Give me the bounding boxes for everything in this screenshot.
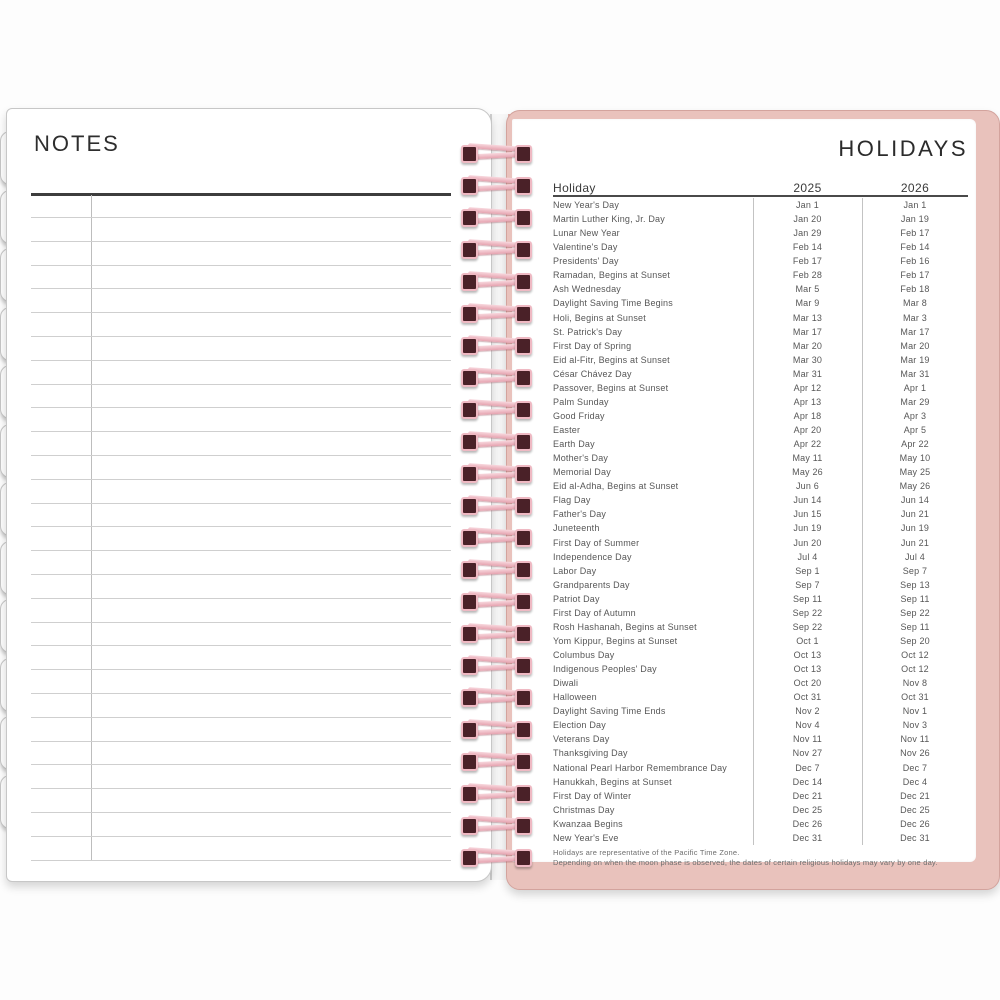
holiday-name: St. Patrick's Day xyxy=(553,326,623,337)
holiday-date-2026: Jun 14 xyxy=(900,495,930,506)
holiday-name: Daylight Saving Time Begins xyxy=(553,298,673,309)
footnote-line-2: Depending on when the moon phase is observed, the dates of certain religious holidays may vary by one day. xyxy=(553,857,938,867)
holiday-date-2025: Oct 20 xyxy=(793,678,822,689)
ruled-line xyxy=(31,431,451,432)
table-row xyxy=(553,353,968,367)
table-row xyxy=(553,437,968,451)
holiday-date-2025: Oct 1 xyxy=(796,635,819,646)
column-header-2026: 2026 xyxy=(900,181,930,195)
holiday-date-2025: Jun 14 xyxy=(793,495,822,506)
holiday-date-2025: Apr 20 xyxy=(793,425,822,436)
holidays-table-header xyxy=(553,177,968,195)
coil-end xyxy=(515,625,532,643)
ruled-line xyxy=(31,455,451,456)
table-row xyxy=(553,761,968,775)
coil-end xyxy=(515,273,532,291)
spiral-coil xyxy=(461,653,532,676)
table-row xyxy=(553,325,968,339)
holiday-date-2026: May 25 xyxy=(899,467,931,478)
table-row xyxy=(553,550,968,564)
spiral-coil xyxy=(461,589,532,612)
table-row xyxy=(553,367,968,381)
coil-end xyxy=(461,305,478,323)
coil-end xyxy=(461,657,478,675)
holiday-date-2025: Dec 14 xyxy=(792,776,823,787)
holiday-date-2026: Feb 17 xyxy=(900,228,930,239)
ruled-line xyxy=(31,764,451,765)
table-header-rule xyxy=(553,195,968,197)
holiday-date-2025: Dec 31 xyxy=(792,832,823,843)
column-header-2025: 2025 xyxy=(793,181,822,195)
spiral-coil xyxy=(461,557,532,580)
holidays-page xyxy=(512,119,976,867)
ruled-line xyxy=(31,574,451,575)
holiday-date-2026: Jun 21 xyxy=(900,509,930,520)
holiday-date-2026: Sep 22 xyxy=(900,607,930,618)
table-row xyxy=(553,662,968,676)
coil-end xyxy=(461,689,478,707)
holiday-date-2026: Mar 29 xyxy=(900,396,930,407)
holiday-date-2026: May 10 xyxy=(899,453,931,464)
table-row xyxy=(553,690,968,704)
table-row xyxy=(553,212,968,226)
holiday-date-2025: Nov 27 xyxy=(792,748,823,759)
table-row xyxy=(553,746,968,760)
holiday-name: Father's Day xyxy=(553,509,607,520)
table-row xyxy=(553,507,968,521)
holiday-name: Good Friday xyxy=(553,410,605,421)
coil-end xyxy=(461,145,478,163)
holidays-page-title: HOLIDAYS xyxy=(838,136,968,161)
ruled-line xyxy=(31,622,451,623)
table-row xyxy=(553,732,968,746)
spiral-coil xyxy=(461,269,532,292)
holiday-date-2026: Sep 11 xyxy=(900,593,930,604)
holiday-name: Veterans Day xyxy=(553,734,610,745)
spiral-coil xyxy=(461,813,532,836)
holiday-name: Memorial Day xyxy=(553,467,611,478)
coil-end xyxy=(461,209,478,227)
table-row xyxy=(553,789,968,803)
holiday-date-2025: Mar 20 xyxy=(792,340,823,351)
holiday-date-2026: Jan 1 xyxy=(903,200,927,211)
holiday-date-2025: Dec 7 xyxy=(795,762,820,773)
holiday-date-2026: Mar 20 xyxy=(900,340,930,351)
holiday-date-2025: Sep 22 xyxy=(792,607,823,618)
coil-end xyxy=(461,753,478,771)
table-row xyxy=(553,226,968,240)
holiday-name: Christmas Day xyxy=(553,804,615,815)
coil-end xyxy=(515,785,532,803)
table-row xyxy=(553,381,968,395)
holiday-date-2026: Dec 4 xyxy=(902,776,928,787)
ruled-line xyxy=(31,526,451,527)
holiday-date-2025: Mar 9 xyxy=(795,298,820,309)
holiday-date-2025: Jun 15 xyxy=(793,509,822,520)
holiday-date-2025: Mar 30 xyxy=(792,354,823,365)
table-row xyxy=(553,817,968,831)
spiral-coil xyxy=(461,621,532,644)
ruled-line xyxy=(31,503,451,504)
ruled-line xyxy=(31,550,451,551)
coil-end xyxy=(515,145,532,163)
table-row xyxy=(553,268,968,282)
holiday-name: Palm Sunday xyxy=(553,396,609,407)
holiday-name: First Day of Winter xyxy=(553,790,632,801)
holiday-date-2026: Oct 12 xyxy=(901,650,929,661)
coil-end xyxy=(515,593,532,611)
coil-end xyxy=(461,401,478,419)
spiral-coil xyxy=(461,205,532,228)
holiday-name: First Day of Summer xyxy=(553,537,640,548)
holiday-date-2025: Jan 1 xyxy=(795,200,820,211)
holiday-date-2026: Jun 19 xyxy=(900,523,930,534)
holiday-date-2026: Apr 1 xyxy=(903,382,927,393)
holiday-date-2025: May 26 xyxy=(792,467,823,478)
holiday-name: Juneteenth xyxy=(553,523,600,534)
table-row xyxy=(553,521,968,535)
holiday-date-2026: Mar 3 xyxy=(902,312,927,323)
table-row xyxy=(553,311,968,325)
ruled-line xyxy=(31,669,451,670)
holiday-date-2026: Jun 21 xyxy=(900,537,930,548)
holiday-date-2025: Apr 13 xyxy=(793,396,822,407)
holiday-name: New Year's Day xyxy=(553,200,620,211)
coil-end xyxy=(515,817,532,835)
holiday-date-2025: Jun 20 xyxy=(793,537,822,548)
holiday-name: Lunar New Year xyxy=(553,228,620,239)
holiday-name: Eid al-Adha, Begins at Sunset xyxy=(553,481,679,492)
holiday-name: César Chávez Day xyxy=(553,368,632,379)
table-row xyxy=(553,775,968,789)
ruled-line xyxy=(31,717,451,718)
holiday-name: Ramadan, Begins at Sunset xyxy=(553,270,671,281)
holiday-name: Mother's Day xyxy=(553,453,609,464)
table-row xyxy=(553,296,968,310)
holiday-date-2025: Apr 22 xyxy=(793,439,822,450)
coil-end xyxy=(515,721,532,739)
coil-end xyxy=(515,241,532,259)
holiday-date-2026: Feb 18 xyxy=(900,284,930,295)
holiday-name: Thanksgiving Day xyxy=(553,748,628,759)
holiday-date-2026: Nov 1 xyxy=(902,706,928,717)
holiday-name: Yom Kippur, Begins at Sunset xyxy=(553,635,678,646)
ruled-line xyxy=(31,836,451,837)
table-row xyxy=(553,240,968,254)
spiral-coil xyxy=(461,685,532,708)
table-row xyxy=(553,493,968,507)
holiday-name: Martin Luther King, Jr. Day xyxy=(553,214,665,225)
holiday-date-2025: Apr 12 xyxy=(793,382,822,393)
ruled-line xyxy=(31,360,451,361)
coil-end xyxy=(515,465,532,483)
holiday-name: New Year's Eve xyxy=(553,832,619,843)
ruled-line xyxy=(31,598,451,599)
coil-end xyxy=(515,337,532,355)
coil-end xyxy=(515,753,532,771)
holiday-date-2026: May 26 xyxy=(899,481,931,492)
holiday-date-2026: Feb 14 xyxy=(900,242,930,253)
holiday-name: Kwanzaa Begins xyxy=(553,818,623,829)
holiday-date-2026: Feb 17 xyxy=(900,270,930,281)
holiday-name: Diwali xyxy=(553,678,579,689)
holiday-date-2026: Dec 25 xyxy=(900,804,930,815)
holiday-name: National Pearl Harbor Remembrance Day xyxy=(553,762,727,773)
holiday-date-2025: May 11 xyxy=(792,453,823,464)
holiday-date-2025: Sep 7 xyxy=(795,579,820,590)
holiday-date-2026: Mar 17 xyxy=(900,326,930,337)
ruled-line xyxy=(31,336,451,337)
table-row xyxy=(553,282,968,296)
holiday-date-2025: Oct 31 xyxy=(793,692,822,703)
holiday-date-2025: Dec 21 xyxy=(792,790,823,801)
notes-page-title: NOTES xyxy=(34,131,120,156)
holiday-date-2025: Dec 25 xyxy=(792,804,823,815)
spiral-coil xyxy=(461,365,532,388)
holiday-date-2025: Feb 28 xyxy=(792,270,823,281)
coil-end xyxy=(515,849,532,867)
ruled-line xyxy=(31,288,451,289)
ruled-line xyxy=(31,407,451,408)
spiral-coil xyxy=(461,237,532,260)
holiday-name: Ash Wednesday xyxy=(553,284,621,295)
table-row xyxy=(553,198,968,212)
holiday-date-2026: Feb 16 xyxy=(900,256,930,267)
coil-end xyxy=(461,721,478,739)
holidays-table-body xyxy=(553,198,968,845)
holiday-name: Valentine's Day xyxy=(553,242,618,253)
holiday-name: Grandparents Day xyxy=(553,579,630,590)
coil-end xyxy=(461,529,478,547)
holiday-date-2025: Oct 13 xyxy=(793,664,822,675)
table-row xyxy=(553,620,968,634)
holiday-date-2026: Mar 8 xyxy=(902,298,927,309)
table-row xyxy=(553,423,968,437)
holiday-date-2026: Apr 5 xyxy=(903,425,927,436)
holiday-date-2026: Nov 11 xyxy=(900,734,930,745)
holiday-name: Earth Day xyxy=(553,439,595,450)
coil-end xyxy=(515,529,532,547)
table-row xyxy=(553,676,968,690)
spiral-coil xyxy=(461,717,532,740)
holiday-date-2026: Oct 12 xyxy=(901,664,929,675)
table-row xyxy=(553,648,968,662)
notes-page xyxy=(6,108,492,882)
holiday-date-2026: Dec 26 xyxy=(900,818,930,829)
ruled-line xyxy=(31,860,451,861)
holiday-date-2025: Sep 11 xyxy=(792,593,823,604)
holiday-name: Flag Day xyxy=(553,495,591,506)
holiday-name: Halloween xyxy=(553,692,597,703)
holiday-date-2025: Jun 6 xyxy=(795,481,820,492)
table-row xyxy=(553,704,968,718)
holiday-name: Election Day xyxy=(553,720,606,731)
coil-end xyxy=(461,337,478,355)
ruled-line xyxy=(31,384,451,385)
holiday-date-2025: Jun 19 xyxy=(793,523,822,534)
coil-end xyxy=(515,369,532,387)
holiday-date-2026: Dec 7 xyxy=(902,762,928,773)
column-header-holiday: Holiday xyxy=(553,181,596,195)
holiday-date-2025: Nov 11 xyxy=(792,734,823,745)
notes-margin-line xyxy=(91,195,92,861)
ruled-line xyxy=(31,312,451,313)
holiday-date-2026: Dec 21 xyxy=(900,790,930,801)
ruled-line xyxy=(31,693,451,694)
table-row xyxy=(553,718,968,732)
spiral-coil xyxy=(461,397,532,420)
ruled-line xyxy=(31,217,451,218)
holiday-name: Passover, Begins at Sunset xyxy=(553,382,669,393)
table-row xyxy=(553,536,968,550)
holiday-name: Rosh Hashanah, Begins at Sunset xyxy=(553,621,697,632)
table-row xyxy=(553,479,968,493)
holiday-name: Indigenous Peoples' Day xyxy=(553,664,657,675)
spiral-coil xyxy=(461,781,532,804)
coil-end xyxy=(461,177,478,195)
holiday-date-2025: Sep 22 xyxy=(792,621,823,632)
coil-end xyxy=(515,497,532,515)
coil-end xyxy=(461,369,478,387)
coil-end xyxy=(461,785,478,803)
coil-end xyxy=(461,561,478,579)
spiral-coil xyxy=(461,525,532,548)
coil-end xyxy=(461,273,478,291)
holiday-date-2025: Oct 13 xyxy=(793,650,822,661)
holiday-date-2026: Sep 13 xyxy=(900,579,930,590)
coil-end xyxy=(515,305,532,323)
holidays-footnotes xyxy=(553,848,973,867)
holiday-name: First Day of Autumn xyxy=(553,607,636,618)
footnote-line-1: Holidays are representative of the Pacific Time Zone. xyxy=(553,848,740,857)
holiday-name: Hanukkah, Begins at Sunset xyxy=(553,776,672,787)
holiday-date-2026: Sep 7 xyxy=(902,565,928,576)
table-row xyxy=(553,564,968,578)
coil-end xyxy=(461,817,478,835)
table-row xyxy=(553,578,968,592)
holiday-date-2026: Sep 11 xyxy=(900,621,930,632)
holiday-name: Holi, Begins at Sunset xyxy=(553,312,646,323)
coil-end xyxy=(461,465,478,483)
holiday-name: Labor Day xyxy=(553,565,597,576)
holiday-date-2025: Jul 4 xyxy=(797,551,818,562)
ruled-line xyxy=(31,479,451,480)
holiday-date-2025: Jan 29 xyxy=(793,228,822,239)
coil-end xyxy=(515,433,532,451)
holiday-date-2026: Jan 19 xyxy=(900,214,930,225)
holiday-date-2025: Jan 20 xyxy=(793,214,822,225)
spiral-coil xyxy=(461,173,532,196)
ruled-line xyxy=(31,812,451,813)
holiday-name: Daylight Saving Time Ends xyxy=(553,706,666,717)
coil-end xyxy=(461,849,478,867)
coil-end xyxy=(515,401,532,419)
holiday-date-2026: Apr 3 xyxy=(903,410,927,421)
table-row xyxy=(553,592,968,606)
table-row xyxy=(553,465,968,479)
holiday-date-2025: Mar 31 xyxy=(792,368,823,379)
spiral-coil xyxy=(461,429,532,452)
coil-end xyxy=(461,241,478,259)
spiral-coil xyxy=(461,301,532,324)
table-row xyxy=(553,395,968,409)
holiday-name: Eid al-Fitr, Begins at Sunset xyxy=(553,354,670,365)
holiday-name: Patriot Day xyxy=(553,593,600,604)
table-row xyxy=(553,831,968,845)
holiday-date-2025: Mar 17 xyxy=(792,326,823,337)
table-row xyxy=(553,606,968,620)
holiday-date-2025: Dec 26 xyxy=(792,818,823,829)
spiral-coil xyxy=(461,493,532,516)
coil-end xyxy=(515,657,532,675)
coil-end xyxy=(515,689,532,707)
spiral-coil xyxy=(461,749,532,772)
holiday-date-2025: Nov 2 xyxy=(795,706,820,717)
holiday-date-2026: Sep 20 xyxy=(900,635,930,646)
holiday-date-2026: Nov 8 xyxy=(902,678,928,689)
holiday-date-2025: Feb 17 xyxy=(792,256,823,267)
ruled-line xyxy=(31,241,451,242)
holiday-date-2025: Mar 13 xyxy=(792,312,823,323)
holiday-name: Independence Day xyxy=(553,551,632,562)
holiday-name: Presidents' Day xyxy=(553,256,619,267)
holiday-date-2026: Jul 4 xyxy=(904,551,925,562)
table-row xyxy=(553,803,968,817)
holiday-date-2025: Mar 5 xyxy=(795,284,820,295)
holiday-date-2025: Nov 4 xyxy=(795,720,820,731)
holiday-name: First Day of Spring xyxy=(553,340,632,351)
table-row xyxy=(553,339,968,353)
holiday-date-2026: Nov 26 xyxy=(900,748,930,759)
holiday-date-2026: Mar 19 xyxy=(900,354,930,365)
coil-end xyxy=(515,177,532,195)
spiral-coil xyxy=(461,333,532,356)
holiday-date-2026: Dec 31 xyxy=(900,832,930,843)
holiday-date-2026: Apr 22 xyxy=(901,439,929,450)
table-row xyxy=(553,634,968,648)
ruled-line xyxy=(31,265,451,266)
table-row xyxy=(553,451,968,465)
coil-end xyxy=(515,561,532,579)
holiday-date-2026: Oct 31 xyxy=(901,692,929,703)
holiday-date-2025: Apr 18 xyxy=(793,410,822,421)
holiday-date-2025: Sep 1 xyxy=(795,565,820,576)
notes-header-rule xyxy=(31,193,451,196)
coil-end xyxy=(461,433,478,451)
holiday-name: Easter xyxy=(553,425,581,436)
ruled-line xyxy=(31,645,451,646)
coil-end xyxy=(461,625,478,643)
coil-end xyxy=(461,593,478,611)
spiral-coil xyxy=(461,845,532,868)
table-row xyxy=(553,409,968,423)
ruled-line xyxy=(31,788,451,789)
spiral-coil xyxy=(461,461,532,484)
holiday-date-2026: Nov 3 xyxy=(902,720,928,731)
holiday-date-2026: Mar 31 xyxy=(900,368,930,379)
spiral-coil xyxy=(461,141,532,164)
coil-end xyxy=(515,209,532,227)
holiday-name: Columbus Day xyxy=(553,650,615,661)
ruled-line xyxy=(31,741,451,742)
table-row xyxy=(553,254,968,268)
coil-end xyxy=(461,497,478,515)
holiday-date-2025: Feb 14 xyxy=(792,242,823,253)
